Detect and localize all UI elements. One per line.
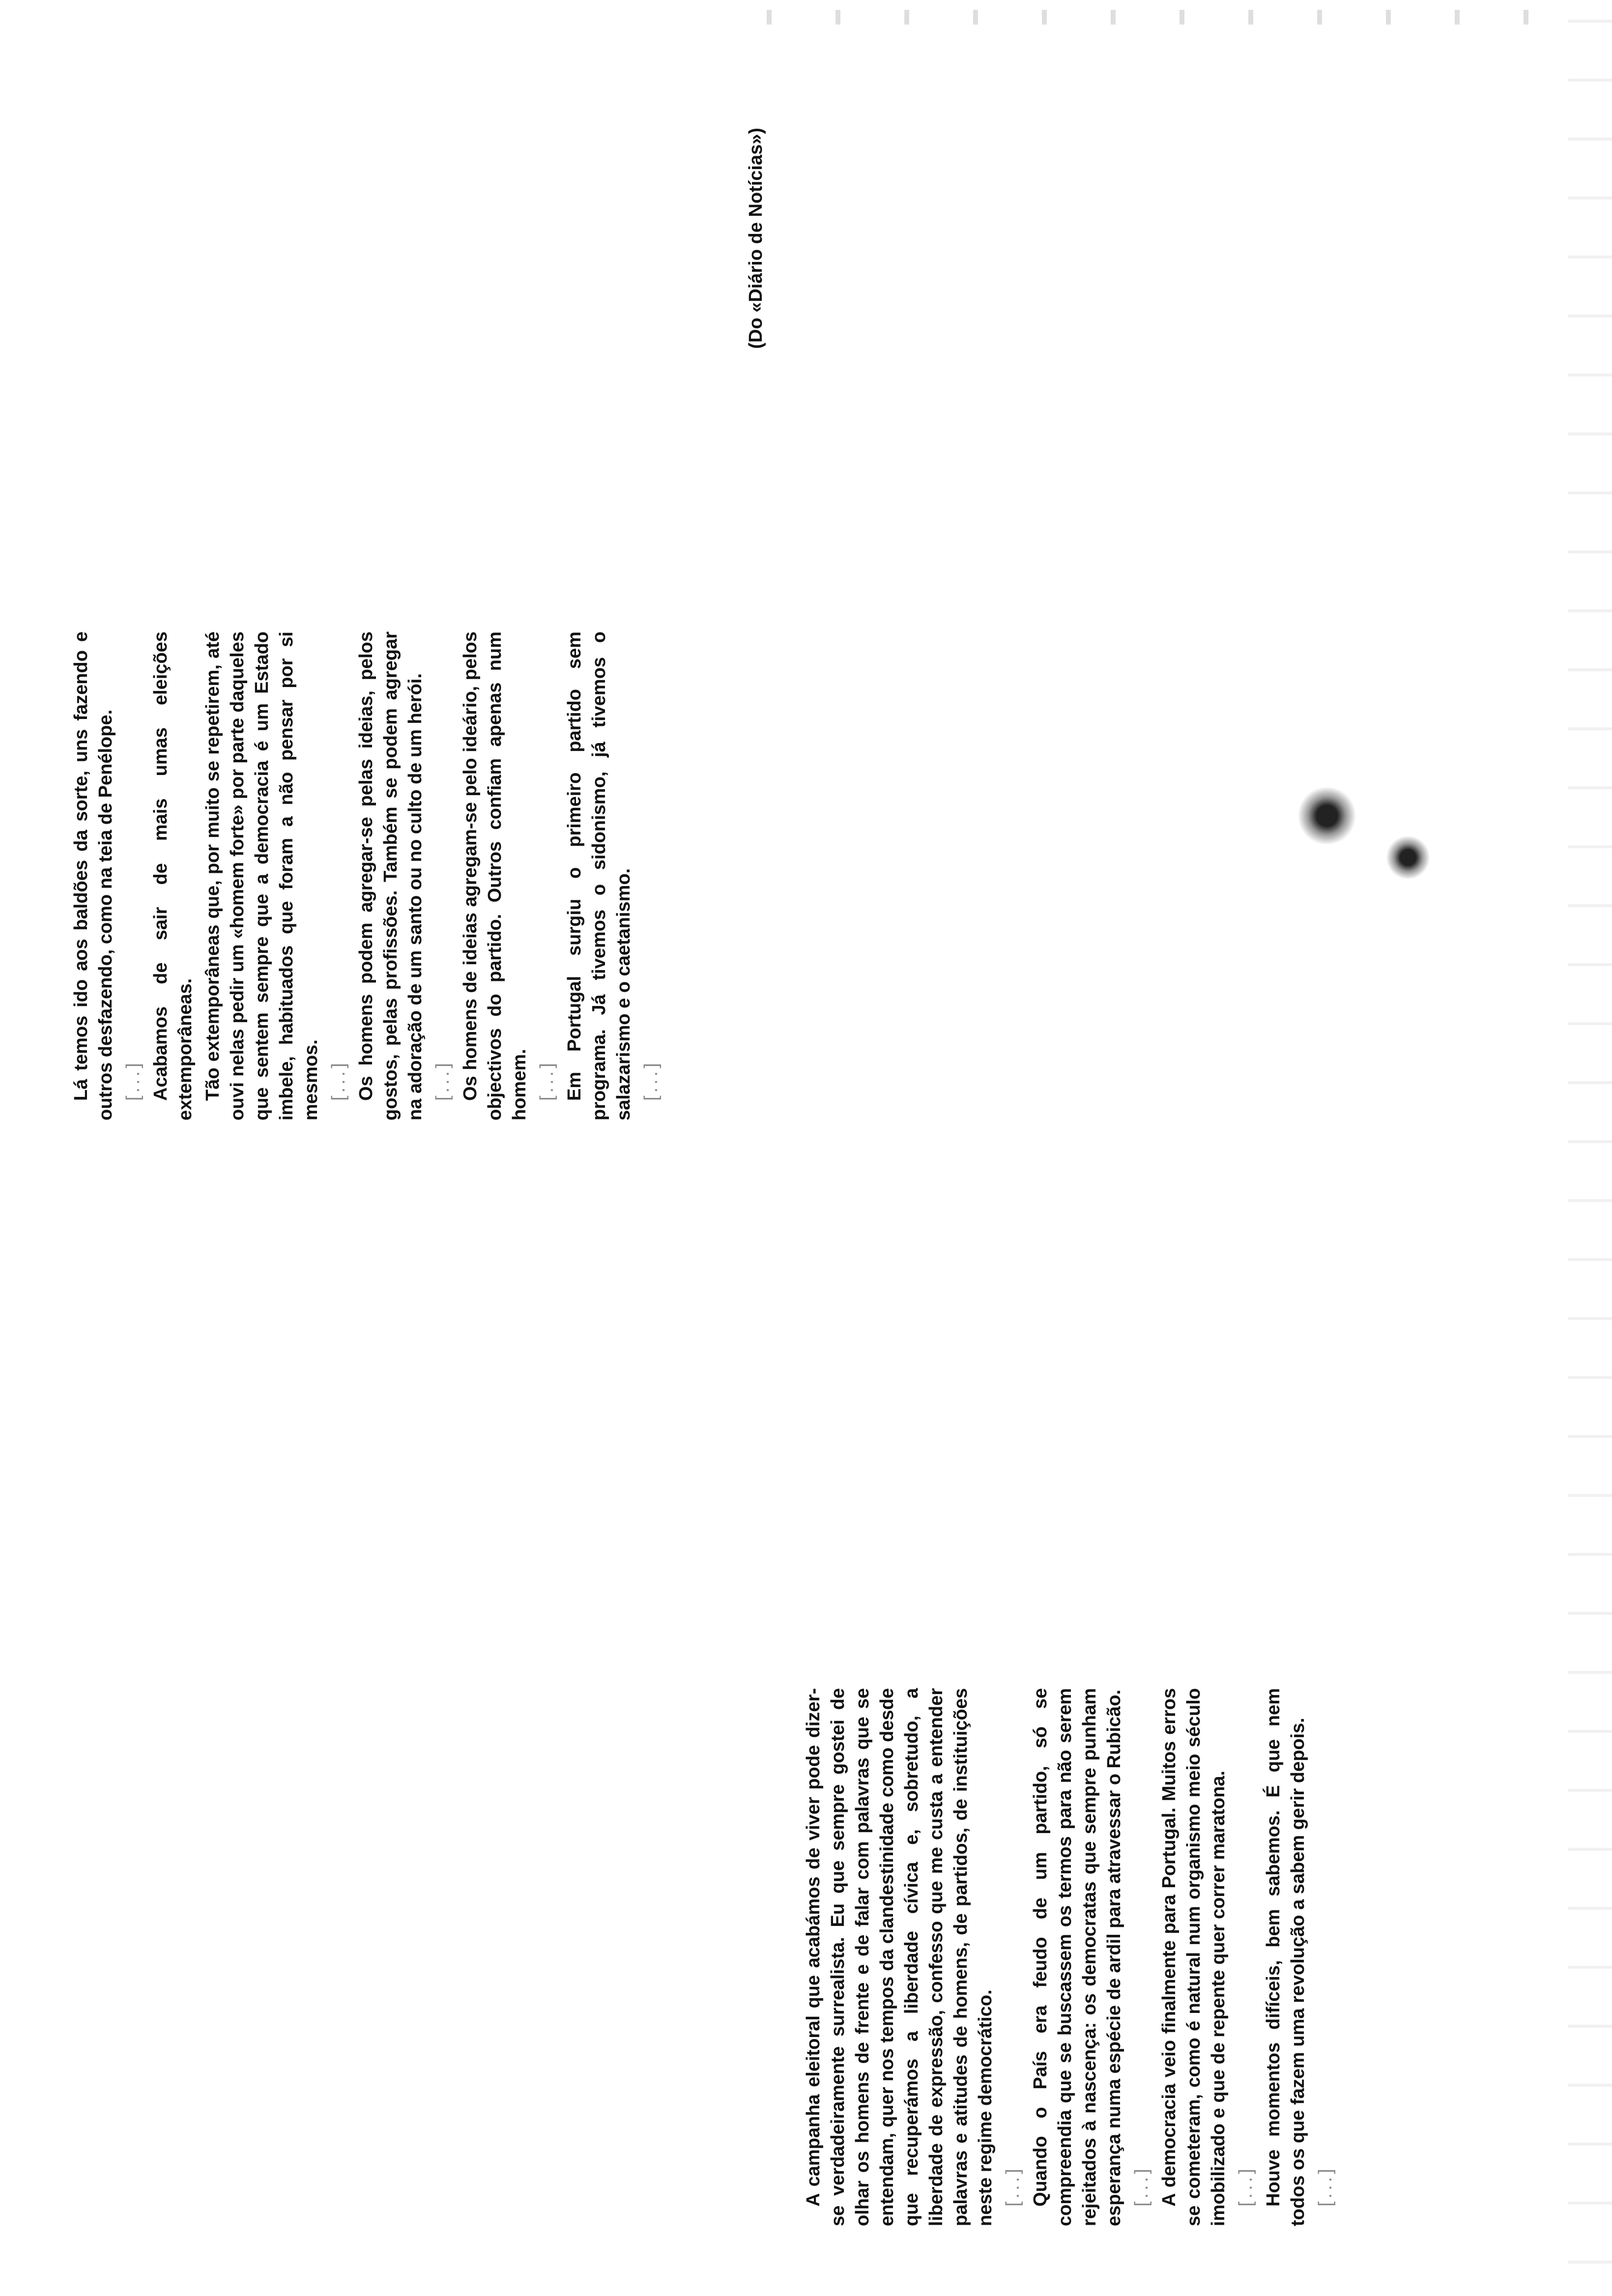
article-paragraph: A campanha eleitoral que acabámos de viver pode dizer-se verdadeiramente surrealista. Eu que sempre gostei de olhar os homens de frente e de falar com palavras que se entendam, quer nos tempos da clandestinidade como desde que recuperámos a liberdade cívica e, sobretudo, a liberdade de expressão, confesso que me custa a entender palavras e atitudes de homens, de partidos, de instituições neste regime democrático.	[803, 1688, 996, 2226]
illegible-gap-marker: [...]	[432, 1060, 453, 1101]
article-paragraph: Quando o País era feudo de um partido, só se compreendia que se buscassem os termos para não serem rejeitados à nascença: os democratas que sempre punham esperança numa espécie de ardil para atravessar o Rubicão.	[1030, 1688, 1124, 2226]
illegible-gap-marker: [...]	[1236, 2166, 1256, 2207]
article-paragraph: Os homens podem agregar-se pelas ideias, pelos gostos, pelas profissões. Também se podem agregar na adoração de um santo ou no culto de um herói.	[356, 631, 426, 1120]
illegible-gap-marker: [...]	[1315, 2166, 1336, 2207]
ink-smudge	[1297, 786, 1356, 845]
article-paragraph: Em Portugal surgiu o primeiro partido sem programa. Já tivemos o sidonismo, já tivemos o salazarismo e o caetanismo.	[564, 631, 634, 1120]
rotated-article-page	[69, 113, 1519, 2226]
illegible-gap-marker: [...]	[328, 1060, 349, 1101]
illegible-gap-marker: [...]	[123, 1060, 144, 1101]
article-paragraph: A democracia veio finalmente para Portugal. Muitos erros se cometeram, como é natural num organismo meio século imobilizado e que de repente quer correr maratona.	[1159, 1688, 1229, 2226]
article-source: (Do «Diário de Notícias»)	[746, 128, 766, 349]
article-paragraph: Os homens de ideias agregam-se pelo ideário, pelos objectivos do partido. Outros confiam apenas num homem.	[460, 631, 530, 1120]
article-columns-lower	[801, 1120, 1509, 2226]
illegible-gap-marker: [...]	[537, 1060, 557, 1101]
illegible-gap-marker: [...]	[1003, 2166, 1023, 2207]
scan-top-noise	[737, 10, 1573, 25]
illegible-gap-marker: [...]	[1131, 2166, 1152, 2207]
ink-smudge	[1386, 835, 1430, 880]
article-paragraph: Houve momentos difíceis, bem sabemos. É que nem todos os que fazem uma revolução a sabem gerir depois.	[1263, 1688, 1308, 2226]
article-columns-upper	[69, 113, 777, 1120]
illegible-gap-marker: [...]	[641, 1060, 662, 1101]
scan-edge-noise	[1568, 0, 1612, 2296]
article-paragraph: Tão extemporâneas que, por muito se repetirem, até ouvi nelas pedir um «homem forte» por parte daqueles que sentem sempre que a democracia é um Estado imbele, habituados que foram a não pensar por si mesmos.	[202, 631, 321, 1120]
article-paragraph: Lá temos ido aos baldões da sorte, uns fazendo e outros desfazendo, como na teia de Penélope.	[71, 631, 116, 1120]
article-paragraph: Acabamos de sair de mais umas eleições extemporâneas.	[150, 631, 196, 1120]
